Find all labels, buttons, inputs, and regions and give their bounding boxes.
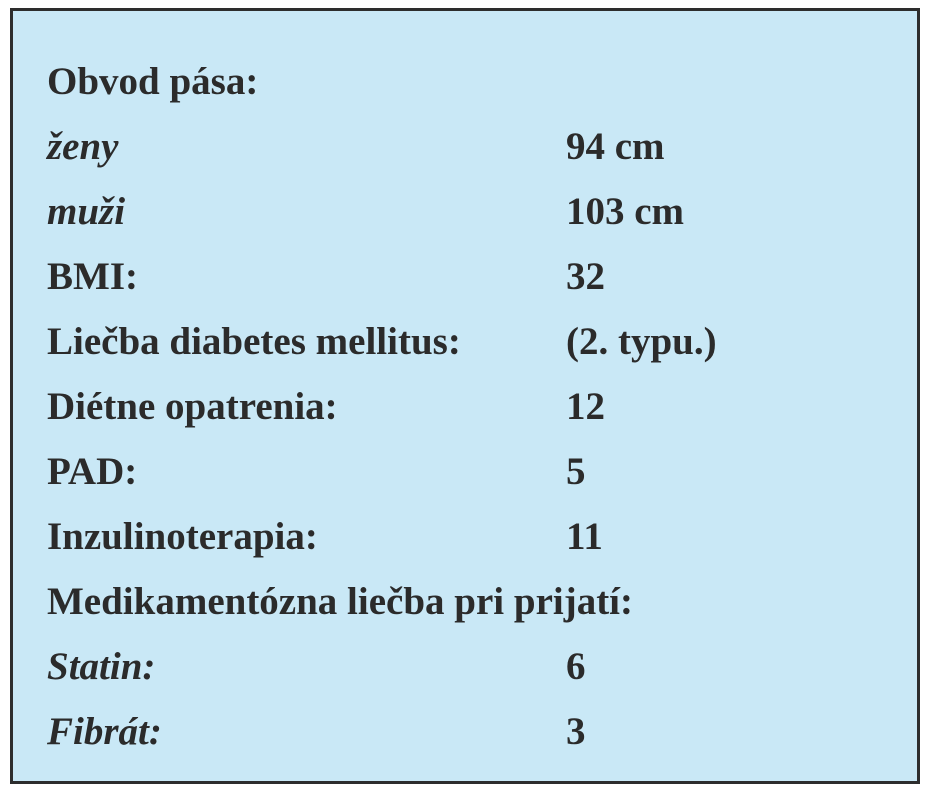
table-row-medication-header <box>47 569 897 634</box>
row-label: PAD: <box>47 450 138 493</box>
row-label: Obvod pása: <box>47 60 259 103</box>
row-value: 6 <box>566 645 586 688</box>
info-panel <box>10 8 920 784</box>
row-value: 5 <box>566 450 586 493</box>
table-row-bmi <box>47 244 897 309</box>
row-label: Medikamentózna liečba pri prijatí: <box>47 580 634 623</box>
row-label: Inzulinoterapia: <box>47 515 318 558</box>
row-label: ženy <box>47 125 119 168</box>
table-row-men <box>47 179 897 244</box>
row-label: Diétne opatrenia: <box>47 385 338 428</box>
row-value: (2. typu.) <box>566 320 717 363</box>
table-row-women <box>47 114 897 179</box>
table-row-insulin <box>47 504 897 569</box>
row-label: Liečba diabetes mellitus: <box>47 320 461 363</box>
data-table <box>47 49 897 764</box>
row-value: 12 <box>566 385 605 428</box>
row-value: 103 cm <box>566 190 685 233</box>
row-label: muži <box>47 190 126 233</box>
table-row-waist-header <box>47 49 897 114</box>
table-row-diabetes-treatment <box>47 309 897 374</box>
table-row-pad <box>47 439 897 504</box>
table-row-diet <box>47 374 897 439</box>
row-value: 94 cm <box>566 125 665 168</box>
table-row-statin <box>47 634 897 699</box>
row-value: 3 <box>566 710 586 753</box>
row-label: Statin: <box>47 645 156 688</box>
row-value: 11 <box>566 515 603 558</box>
table-row-fibrate <box>47 699 897 764</box>
row-value: 32 <box>566 255 605 298</box>
row-label: Fibrát: <box>47 710 162 753</box>
row-label: BMI: <box>47 255 138 298</box>
